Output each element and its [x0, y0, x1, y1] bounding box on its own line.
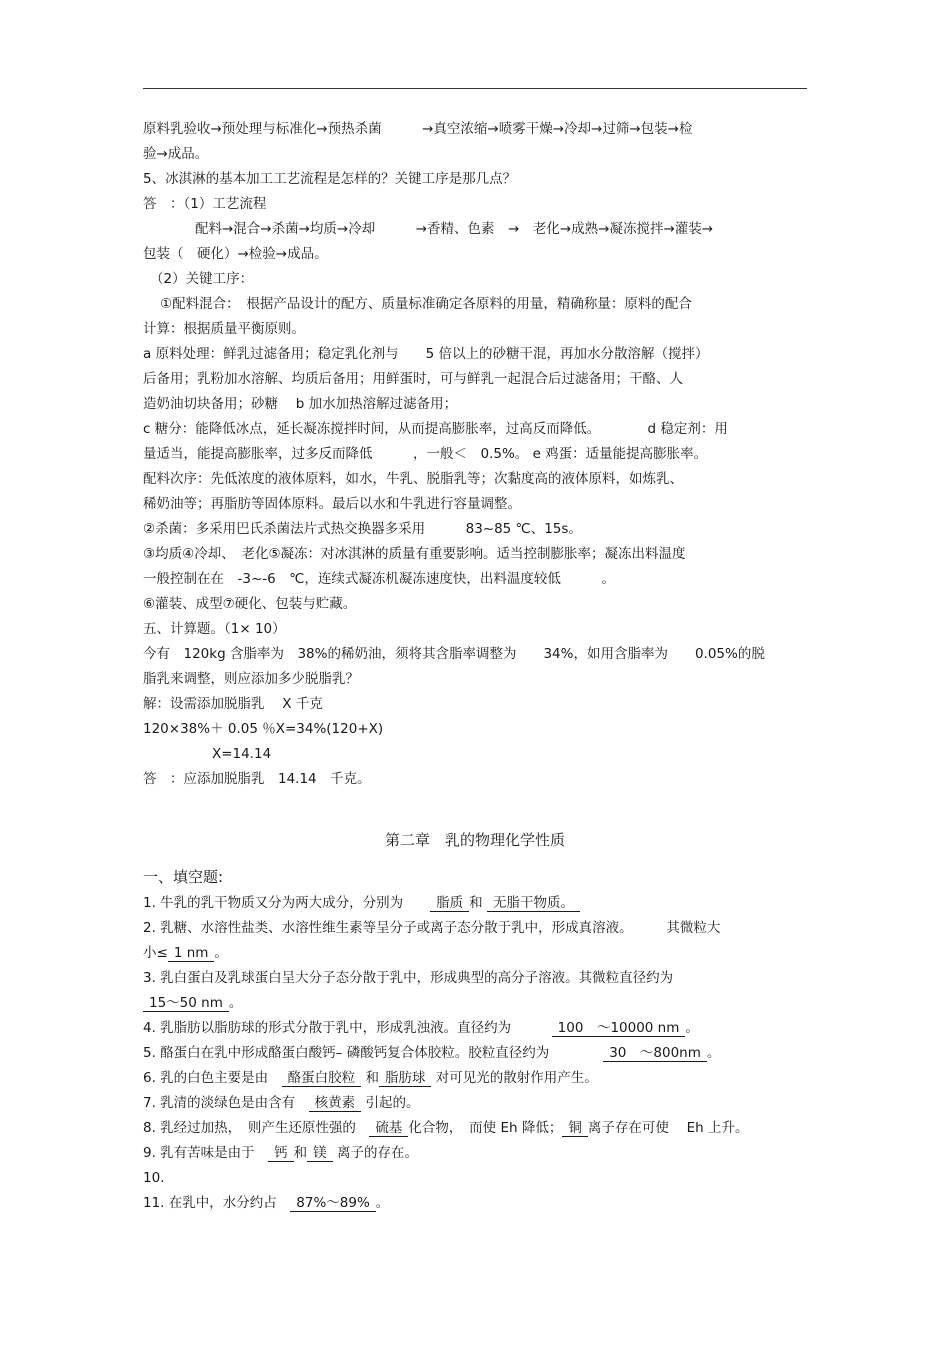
- item-text: 和: [365, 1070, 379, 1086]
- text-line: （2）关键工序：: [150, 271, 254, 287]
- text-line: ⑥灌装、成型⑦硬化、包装与贮藏。: [143, 596, 357, 612]
- header-rule: [143, 88, 807, 89]
- answer-blank: 1 nm: [168, 945, 215, 962]
- item-text: 3. 乳白蛋白及乳球蛋白呈大分子态分散于乳中，形成典型的高分子溶液。其微粒直径约为: [143, 970, 674, 986]
- fill-item: [143, 1169, 164, 1187]
- section-calc: 五、计算题。（1× 10）: [143, 621, 286, 637]
- item-text: 离子的存在。: [336, 1145, 418, 1161]
- answer-blank: 脂质: [430, 895, 469, 912]
- fill-item: [143, 1144, 418, 1162]
- answer-blank: 核黄素: [309, 1095, 362, 1112]
- chapter-title: 第二章 乳的物理化学性质: [384, 831, 565, 849]
- item-text: 8. 乳经过加热， 则产生还原性强的: [143, 1120, 370, 1136]
- item-text: 7. 乳清的淡绿色是由含有: [143, 1095, 309, 1111]
- fill-item: [143, 1069, 598, 1087]
- answer-blank: 30 ～800nm: [603, 1045, 707, 1062]
- answer-blank: 铜: [562, 1120, 588, 1137]
- item-text: 小≤: [143, 945, 168, 961]
- item-text: 9. 乳有苦味是由于: [143, 1145, 269, 1161]
- item-text: 11. 在乳中，水分约占: [143, 1195, 291, 1211]
- answer-blank: 无脂干物质。: [487, 895, 580, 912]
- item-text: 。: [685, 1020, 699, 1036]
- item-text: 10.: [143, 1170, 165, 1186]
- answer-blank: 15～50 nm: [143, 995, 229, 1012]
- text-line: c 糖分：能降低冰点，延长凝冻搅拌时间，从而提高膨胀率，过高反而降低。 d 稳定剂：用: [143, 421, 728, 437]
- text-line: 验→成品。: [143, 146, 209, 162]
- item-text: 离子存在可使 Eh 上升。: [587, 1120, 749, 1136]
- fill-item: [143, 1194, 389, 1212]
- text-line: 解：设需添加脱脂乳 X 千克: [143, 696, 323, 712]
- fill-item: [143, 1019, 699, 1037]
- item-text: 。: [228, 995, 243, 1011]
- item-text: 1. 牛乳的乳干物质又分为两大成分，分别为: [143, 895, 431, 911]
- text-line: 原料乳验收→预处理与标准化→预热杀菌 →真空浓缩→喷雾干燥→冷却→过筛→包装→检: [143, 121, 693, 137]
- text-line: 配料→混合→杀菌→均质→冷却 →香精、色素 → 老化→成熟→凝冻搅拌→灌装→: [195, 221, 714, 237]
- text-line: 包装（ 硬化）→检验→成品。: [143, 246, 328, 262]
- item-text: 2. 乳糖、水溶性盐类、水溶性维生素等呈分子或离子态分散于乳中，形成真溶液。 其微粒大: [143, 920, 721, 936]
- text-line: 答 ：（1）工艺流程: [143, 196, 267, 212]
- text-line: 后备用；乳粉加水溶解、均质后备用；用鲜蛋时，可与鲜乳一起混合后过滤备用；干酪、人: [143, 371, 683, 387]
- text-line: 今有 120kg 含脂率为 38%的稀奶油，须将其含脂率调整为 34%，如用含脂率为 0.05%的脱: [143, 646, 765, 662]
- text-line: 计算：根据质量平衡原则。: [143, 321, 305, 337]
- item-text: 。: [706, 1045, 721, 1061]
- answer-blank: 硫基: [369, 1120, 408, 1137]
- question-5: 5、冰淇淋的基本加工工艺流程是怎样的？关键工序是那几点？: [143, 171, 517, 187]
- answer-blank: 100 ～10000 nm: [552, 1020, 686, 1037]
- item-text: 4. 乳脂肪以脂肪球的形式分散于乳中，形成乳浊液。直径约为: [143, 1020, 552, 1036]
- item-text: 引起的。: [365, 1095, 420, 1111]
- section-title: 一、填空题:: [143, 868, 224, 886]
- item-text: 对可见光的散射作用产生。: [435, 1070, 598, 1086]
- item-text: 5. 酪蛋白在乳中形成酪蛋白酸钙– 磷酸钙复合体胶粒。胶粒直径约为: [143, 1045, 604, 1061]
- answer-blank: 酪蛋白胶粒: [282, 1070, 362, 1087]
- fill-item: [143, 969, 673, 987]
- fill-item: [143, 919, 720, 937]
- item-text: 和: [469, 895, 483, 911]
- text-line: ②杀菌：多采用巴氏杀菌法片式热交换器多采用 83~85 ℃、15s。: [143, 521, 582, 537]
- text-line: 量适当，能提高膨胀率，过多反而降低 ，一般＜ 0.5%。 e 鸡蛋：适量能提高膨胀率。: [143, 446, 708, 462]
- item-text: 6. 乳的白色主要是由: [143, 1070, 282, 1086]
- fill-item: [143, 1094, 419, 1112]
- item-text: 化合物， 而使 Eh 降低；: [408, 1120, 563, 1136]
- text-line: a 原料处理：鲜乳过滤备用；稳定乳化剂与 5 倍以上的砂糖干混，再加水分散溶解（搅拌）: [143, 346, 709, 362]
- item-text: 和: [293, 1145, 308, 1161]
- answer-blank: 钙: [268, 1145, 294, 1162]
- text-line: ③均质④冷却、 老化⑤凝冻：对冰淇淋的质量有重要影响。适当控制膨胀率；凝冻出料温度: [143, 546, 686, 562]
- text-line: 配料次序：先低浓度的液体原料，如水，牛乳、脱脂乳等；次黏度高的液体原料，如炼乳、: [143, 471, 683, 487]
- text-line: 稀奶油等；再脂肪等固体原料。最后以水和牛乳进行容量调整。: [143, 496, 521, 512]
- text-line: 脂乳来调整，则应添加多少脱脂乳？: [143, 671, 359, 687]
- text-line: 一般控制在在 -3~-6 ℃，连续式凝冻机凝冻速度快，出料温度较低 。: [143, 571, 615, 587]
- text-line: 造奶油切块备用；砂糖 b 加水加热溶解过滤备用；: [143, 396, 458, 412]
- item-text: 。: [214, 945, 228, 961]
- fill-item: [143, 1119, 749, 1137]
- fill-item: [143, 894, 580, 912]
- equation-result: X=14.14: [212, 746, 272, 762]
- answer-blank: 镁: [307, 1145, 333, 1162]
- equation: 120×38%＋ 0.05 ％X=34%(120+X): [143, 721, 384, 737]
- text-line: ①配料混合： 根据产品设计的配方、质量标准确定各原料的用量，精确称量：原料的配合: [160, 296, 692, 312]
- item-text: 。: [375, 1195, 390, 1211]
- fill-item: [143, 1044, 720, 1062]
- text-line: 答 ：应添加脱脂乳 14.14 千克。: [143, 771, 371, 787]
- answer-blank: 87%～89%: [290, 1195, 376, 1212]
- fill-item: [143, 944, 228, 962]
- answer-blank: 脂肪球: [379, 1070, 432, 1087]
- fill-item: [143, 994, 242, 1012]
